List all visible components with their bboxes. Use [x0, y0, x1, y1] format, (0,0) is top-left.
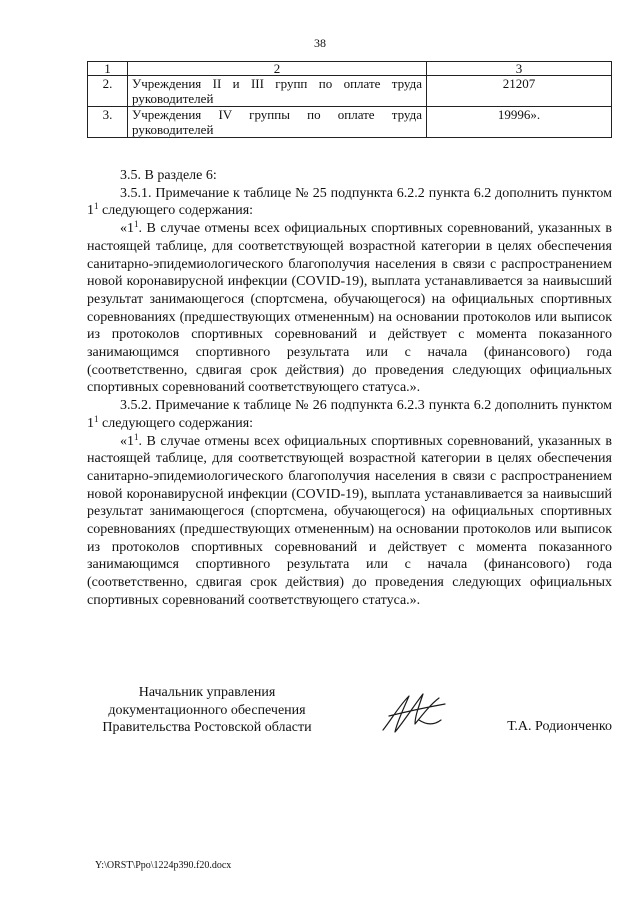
- page-number: 38: [314, 36, 326, 50]
- superscript: 1: [134, 431, 139, 442]
- table-row: [88, 107, 612, 138]
- item-2-intro-tail: следующего содержания:: [98, 415, 254, 431]
- row-description: Учреждения IV группы по оплате труда руководителей: [128, 107, 427, 138]
- superscript: 1: [94, 413, 99, 424]
- table-header-cell: 2: [128, 62, 427, 76]
- row-description: Учреждения II и III групп по оплате труда руководителей: [128, 76, 427, 107]
- signatory-title-line: документационного обеспечения: [108, 702, 306, 718]
- item-2-quote: [87, 433, 612, 610]
- table-header-cell: 3: [427, 62, 612, 76]
- document-body: [87, 167, 612, 610]
- superscript: 1: [94, 201, 99, 212]
- row-number: 3.: [88, 107, 128, 138]
- quote-open: «1: [120, 433, 134, 449]
- item-2-intro: [87, 397, 612, 432]
- section-heading: 3.5. В разделе 6:: [120, 168, 217, 183]
- handwritten-signature: [375, 690, 450, 738]
- file-path: Y:\ORST\Ppo\1224p390.f20.docx: [95, 860, 232, 871]
- item-1-intro: [87, 185, 612, 220]
- item-1-quote: [87, 220, 612, 397]
- item-2-intro-text: 3.5.2. Примечание к таблице № 26 подпункта 6.2.3 пункта 6.2 дополнить пунктом 1: [87, 398, 612, 431]
- signatory-title-line: Начальник управления: [138, 685, 276, 700]
- item-1-intro-tail: следующего содержания:: [98, 203, 254, 219]
- table-row: [88, 76, 612, 107]
- signer-name: Т.А. Родионченко: [507, 719, 612, 734]
- quote-open: «1: [120, 221, 134, 237]
- superscript: 1: [134, 219, 139, 230]
- row-number: 2.: [88, 76, 128, 107]
- values-table: [87, 61, 612, 138]
- item-1-intro-text: 3.5.1. Примечание к таблице № 25 подпункта 6.2.2 пункта 6.2 дополнить пунктом 1: [87, 185, 612, 219]
- table-header-row: [88, 62, 612, 76]
- quote-text: . В случае отмены всех официальных спортивных соревнований, указанных в настоящей таблице, для соответствующей возрастной категории в целях обеспечения санитарно-эпидемиологического благополучия населения в связи с распространением новой коронавирусной инфекции (COVID-19), выплата устанавливается за наивысший результат занимающегося (спортсмена, обучающегося) на официальных спортивных соревнованиях (предшествующих отмененным) на основании протоколов или выписок из протоколов спортивных соревнований и действует с момента показанного занимающимся спортивного результата или с начала (финансового) года (соответственно, сдвигая срок действия) до проведения следующих официальных спортивных соревнований соответствующего статуса.».: [87, 221, 612, 396]
- quote-text: . В случае отмены всех официальных спортивных соревнований, указанных в настоящей таблице, для соответствующей возрастной категории в целях обеспечения санитарно-эпидемиологического благополучия населения в связи с распространением новой коронавирусной инфекции (COVID-19), выплата устанавливается за наивысший результат занимающегося (спортсмена, обучающегося) на официальных спортивных соревнованиях (предшествующих отмененным) на основании протоколов или выписок из протоколов спортивных соревнований и действует с момента показанного занимающимся спортивного результата или с начала (финансового) года (соответственно, сдвигая срок действия) до проведения следующих официальных спортивных соревнований соответствующего статуса.».: [87, 433, 612, 608]
- table-header-cell: 1: [88, 62, 128, 76]
- signatory-title: [87, 684, 327, 737]
- row-value: 21207: [427, 76, 612, 107]
- signatory-title-line: Правительства Ростовской области: [102, 720, 312, 735]
- row-value: 19996».: [427, 107, 612, 138]
